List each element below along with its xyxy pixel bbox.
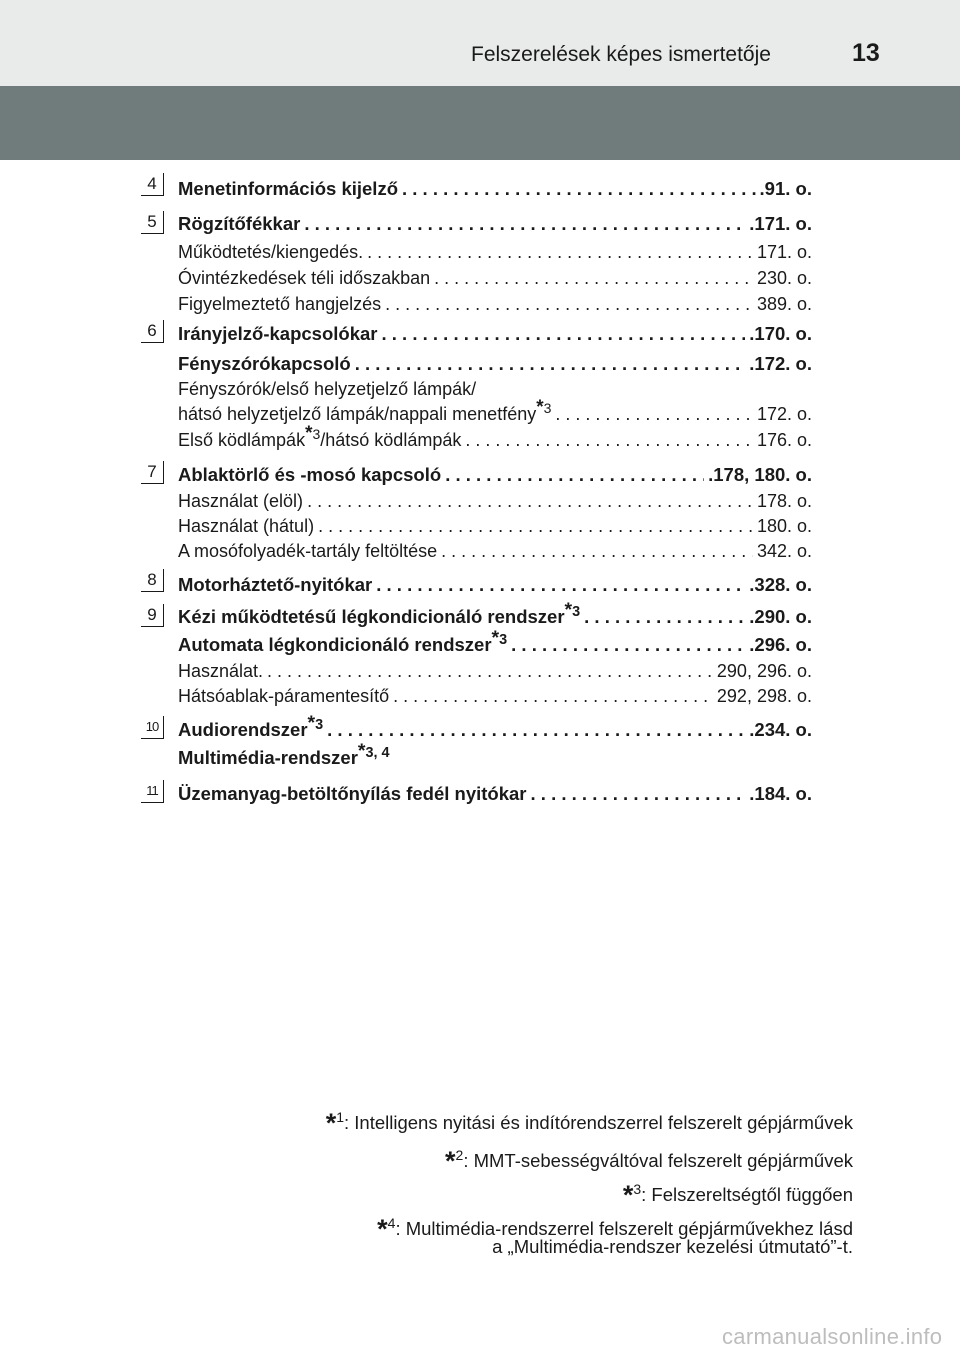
footnote-text: : Multimédia-rendszerrel felszerelt gépjárművekhez lásd — [395, 1218, 853, 1239]
footnote-ref-number: 3 — [572, 603, 581, 620]
entry-title — [178, 739, 390, 768]
page-reference: .91. o. — [759, 178, 812, 199]
entry-text: Rögzítőfékkar — [178, 213, 301, 234]
entry-mukodtetes — [178, 242, 812, 268]
entry-title — [178, 464, 441, 486]
entry-text: Fényszórók/első helyzetjelző lámpák/ — [178, 379, 477, 399]
footnote-ref — [491, 626, 508, 649]
entry-title — [178, 379, 476, 399]
entry-title — [178, 396, 552, 425]
entry-motorhazteto — [178, 574, 812, 600]
page-reference: 171. o. — [756, 242, 812, 262]
entry-title — [178, 242, 363, 263]
entry-text: Üzemanyag-betöltőnyílás fedél nyitókar — [178, 783, 527, 804]
entry-figyelmezteto — [178, 294, 812, 320]
page-reference: .172. o. — [749, 353, 812, 374]
entry-title — [178, 294, 381, 315]
entry-text: Első ködlámpák — [178, 430, 306, 450]
entry-ovintezkedesek — [178, 268, 812, 294]
entry-title — [178, 541, 437, 562]
footnote-number: 3 — [633, 1181, 642, 1197]
page-reference: 230. o. — [756, 268, 812, 288]
entry-title — [178, 178, 398, 200]
page-reference: .296. o. — [749, 634, 812, 655]
asterisk-icon: * — [377, 1214, 388, 1244]
footnote-ref — [305, 422, 321, 444]
asterisk-icon: * — [307, 711, 316, 734]
entry-hasznalat-legkondi — [178, 661, 812, 687]
footnote-ref — [536, 396, 552, 418]
entry-fenyszorokapcsolo — [178, 353, 812, 379]
dot-leader — [555, 404, 753, 425]
footnote-ref-number: 3 — [543, 399, 552, 416]
dot-leader — [445, 464, 704, 486]
dot-leader — [385, 294, 753, 315]
asterisk-icon: * — [445, 1146, 456, 1176]
dot-leader — [307, 491, 753, 512]
page-reference: .178, 180. o. — [708, 464, 812, 485]
entry-uzemanyag — [178, 783, 812, 809]
footnote-number: 4 — [387, 1215, 396, 1231]
entry-text: Használat (elöl) — [178, 491, 304, 511]
entry-text: Multimédia-rendszer — [178, 747, 358, 768]
page-reference: .328. o. — [749, 574, 812, 595]
entry-text: Motorháztető-nyitókar — [178, 574, 373, 595]
entry-text: Ablaktörlő és -mosó kapcsoló — [178, 464, 442, 485]
page-reference: 290, 296. o. — [716, 661, 812, 681]
dot-leader — [531, 783, 746, 805]
entry-iranyjelzo — [178, 323, 812, 349]
entry-text: Menetinformációs kijelző — [178, 178, 398, 199]
entry-title — [178, 422, 462, 451]
callout-marker-7: 7 — [141, 461, 164, 484]
footnote-ref-number: 3 — [315, 716, 324, 733]
dot-leader — [318, 516, 753, 537]
dot-leader — [511, 634, 745, 656]
entry-title — [178, 353, 351, 375]
entry-title — [178, 213, 300, 235]
page-reference: .234. o. — [749, 719, 812, 740]
dot-leader — [402, 178, 756, 200]
callout-marker-4: 4 — [141, 173, 164, 196]
asterisk-icon: * — [325, 1108, 337, 1138]
dot-leader — [465, 430, 753, 451]
callout-marker-10: 10 — [141, 716, 164, 739]
dot-leader — [327, 719, 745, 741]
page-reference: .170. o. — [749, 323, 812, 344]
asterisk-icon: * — [357, 739, 366, 762]
footnote-text: : Intelligens nyitási és indítórendszerrel felszerelt gépjárművek — [344, 1112, 853, 1133]
page-reference: 342. o. — [756, 541, 812, 561]
entry-title — [178, 268, 430, 289]
entry-text: Automata légkondicionáló rendszer — [178, 634, 492, 655]
entry-title — [178, 516, 314, 537]
footnote-number: 1 — [336, 1109, 344, 1125]
entry-menetinformacios — [178, 178, 812, 204]
entry-text: hátsó helyzetjelző lámpák/nappali menetfény — [178, 404, 537, 424]
callout-marker-6: 6 — [141, 320, 164, 343]
dot-leader — [355, 353, 746, 375]
page-reference: 172. o. — [756, 404, 812, 424]
footnote-ref-number: 3, 4 — [365, 744, 390, 761]
entry-elso-kodlampak — [178, 422, 812, 456]
entry-ablaktorlo — [178, 464, 812, 490]
page-number: 13 — [852, 39, 880, 67]
footnote-cont — [492, 1236, 853, 1258]
entry-title — [178, 661, 263, 682]
entry-hasznalat-hatul — [178, 516, 812, 542]
page-reference: 389. o. — [756, 294, 812, 314]
asterisk-icon: * — [536, 396, 544, 418]
header-title: Felszerelések képes ismertetője — [471, 43, 771, 66]
entry-text: Irányjelző-kapcsolókar — [178, 323, 378, 344]
asterisk-icon: * — [564, 598, 573, 621]
dot-leader — [267, 661, 713, 682]
dot-leader — [584, 606, 745, 628]
dot-leader — [441, 541, 753, 562]
page-reference: 292, 298. o. — [716, 686, 812, 706]
entry-text-after: /hátsó ködlámpák — [320, 430, 462, 450]
footnote-ref-number: 3 — [312, 425, 321, 442]
footnote-3 — [623, 1180, 853, 1211]
entry-text: Hátsóablak-páramentesítő — [178, 686, 390, 706]
entry-text: Használat (hátul) — [178, 516, 315, 536]
entry-mosofolyadek — [178, 541, 812, 567]
entry-hasznalat-elol — [178, 491, 812, 517]
footnote-2 — [445, 1146, 853, 1177]
entry-fenyszorok-line2 — [178, 396, 812, 430]
entry-text: Fényszórókapcsoló — [178, 353, 351, 374]
entry-title — [178, 711, 324, 741]
entry-title — [178, 686, 389, 707]
entry-title — [178, 491, 303, 512]
footnote-ref — [564, 598, 581, 621]
asterisk-icon: * — [491, 626, 500, 649]
asterisk-icon: * — [305, 422, 313, 444]
page-reference: 176. o. — [756, 430, 812, 450]
page-reference: 178. o. — [756, 491, 812, 511]
entry-title — [178, 323, 377, 345]
header-band — [0, 86, 960, 160]
entry-title — [178, 598, 581, 628]
footnote-ref-number: 3 — [499, 631, 508, 648]
page-reference: .290. o. — [749, 606, 812, 627]
entry-title — [178, 626, 508, 656]
entry-text: Audiorendszer — [178, 719, 308, 740]
entry-automata-legkondi — [178, 626, 812, 660]
page-reference: .184. o. — [749, 783, 812, 804]
footnote-1 — [326, 1108, 853, 1139]
callout-marker-5: 5 — [141, 211, 164, 234]
asterisk-icon: * — [622, 1180, 634, 1210]
entry-audiorendszer — [178, 711, 812, 745]
callout-marker-8: 8 — [141, 569, 164, 592]
entry-text: Működtetés/kiengedés. — [178, 242, 364, 262]
dot-leader — [304, 213, 745, 235]
entry-fenyszorok-line1 — [178, 379, 812, 405]
entry-text: Figyelmeztető hangjelzés — [178, 294, 382, 314]
dot-leader — [381, 323, 745, 345]
entry-text: Használat. — [178, 661, 264, 681]
callout-marker-9: 9 — [141, 604, 164, 627]
entry-rogzitofekkar — [178, 213, 812, 239]
footnote-number: 2 — [455, 1147, 464, 1163]
entry-multimedia — [178, 739, 812, 773]
callout-marker-11: 11 — [141, 780, 164, 803]
dot-leader — [393, 686, 713, 707]
footnote-ref — [357, 739, 390, 762]
entry-title — [178, 574, 372, 596]
page-reference: .171. o. — [749, 213, 812, 234]
footnote-text: a „Multimédia-rendszer kezelési útmutató”-t. — [492, 1236, 853, 1257]
entry-text: A mosófolyadék-tartály feltöltése — [178, 541, 438, 561]
footnote-text: : Felszereltségtől függően — [641, 1184, 853, 1205]
dot-leader — [434, 268, 753, 289]
footnote-ref — [307, 711, 324, 734]
entry-title — [178, 783, 527, 805]
watermark: carmanualsonline.info — [722, 1324, 943, 1349]
dot-leader — [367, 242, 753, 263]
footnote-text: : MMT-sebességváltóval felszerelt gépjárművek — [463, 1150, 853, 1171]
entry-text: Óvintézkedések téli időszakban — [178, 268, 431, 288]
entry-hatsoablak — [178, 686, 812, 712]
page-reference: 180. o. — [756, 516, 812, 536]
entry-text: Kézi működtetésű légkondicionáló rendszer — [178, 606, 565, 627]
dot-leader — [376, 574, 745, 596]
